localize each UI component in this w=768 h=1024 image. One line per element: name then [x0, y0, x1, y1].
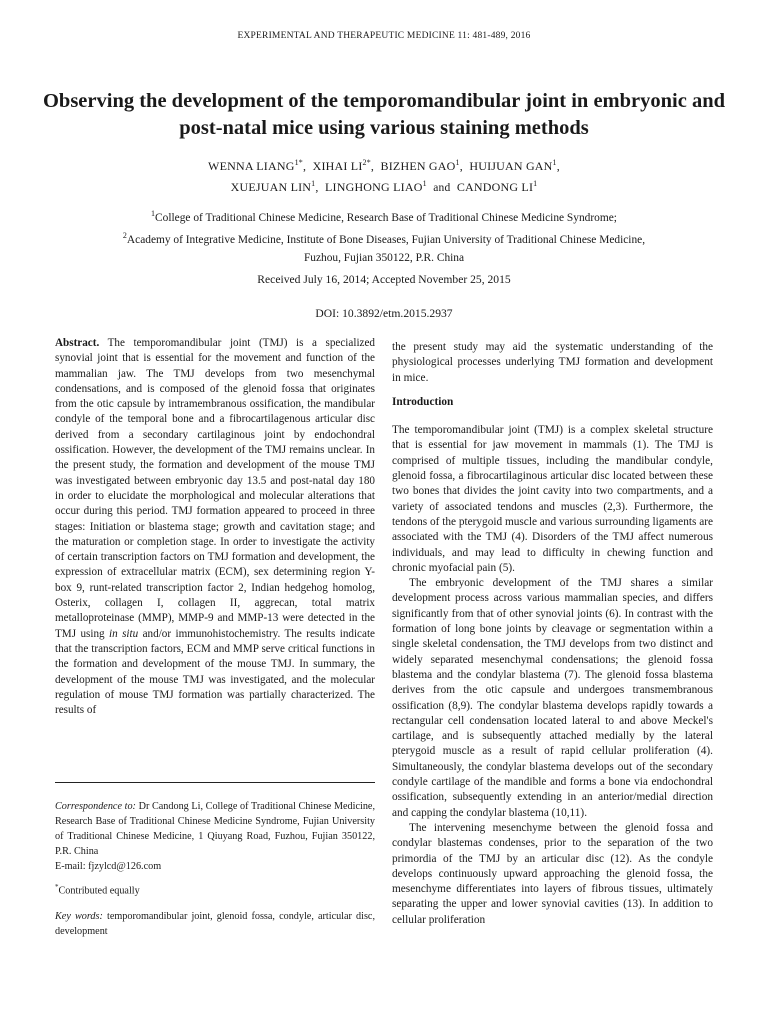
- abstract-italic: in situ: [109, 627, 139, 640]
- affil-mark: 1: [151, 209, 156, 218]
- abstract: [55, 336, 375, 718]
- affiliation-2: [40, 227, 728, 249]
- affiliation-1: [40, 205, 728, 227]
- author: CANDONG LI: [456, 180, 534, 194]
- received-accepted-dates: Received July 16, 2014; Accepted November 25, 2015: [257, 273, 511, 286]
- keywords: [55, 909, 375, 939]
- author: LINGHONG LIAO: [324, 180, 423, 194]
- abstract-label: Abstract.: [55, 337, 100, 349]
- author-affil-mark: 1*: [294, 158, 303, 167]
- abstract-text-b: and/or immunohistochemistry. The results indicate that the transcription factors, ECM and MMP serve critical functions in the formation and development of the mouse TMJ. In summary, the development of the mouse TMJ was investigated, and the molecular regulation of mouse TMJ formation was partially characterized. The results of: [55, 627, 375, 717]
- affiliation-text: College of Traditional Chinese Medicine, Research Base of Traditional Chinese Medicine Syndrome;: [155, 211, 617, 224]
- asterisk-mark: *: [55, 883, 59, 891]
- author-affil-mark: 1: [311, 179, 316, 188]
- correspondence: [55, 799, 375, 874]
- author: XIHAI LI: [312, 159, 363, 173]
- running-head: EXPERIMENTAL AND THERAPEUTIC MEDICINE 11: 481-489, 2016: [237, 31, 531, 41]
- correspondence-email: E-mail: fjzylcd@126.com: [55, 861, 162, 872]
- keywords-text: temporomandibular joint, glenoid fossa, condyle, articular disc, development: [55, 911, 375, 937]
- right-column: [392, 340, 713, 928]
- keywords-label: Key words:: [55, 911, 103, 922]
- paper-title: Observing the development of the temporomandibular joint in embryonic and post-natal mice using various staining methods: [42, 90, 726, 139]
- correspondence-label: Correspondence to:: [55, 801, 136, 812]
- contributed-text: Contributed equally: [58, 885, 140, 897]
- intro-paragraph-2: The embryonic development of the TMJ shares a similar development process across various mammalian species, and differs significantly from that of other synovial joints (6). In contrast with the formation of long bone joints by cleavage or segmentation within a single skeletal condensation, the TMJ develops from two distinct and widely separated mesenchymal condensations; the glenoid fossa blastema and the condylar blastema (7). The glenoid fossa blastema derives from the otic capsule and undergoes transmembranous ossification (8,9). The condylar blastema develops rapidly towards a rectangular cell condensation located lateral to and above Meckel's cartilage, and is subsequently attached medially by the lateral pterygoid muscle as a result of rapid cellular proliferation (4). Simultaneously, the condylar blastema develops out of the secondary condyle cartilage of the mandible and forms a bone via endochondral ossification, subsequently extending in an anterior/medial direction and capping the condylar blastema (10,11).: [392, 577, 713, 819]
- author-line-2: XUEJUAN LIN$^1$, LINGHONG LIAO$^1$ and CANDONG $LI^1$: [230, 179, 538, 194]
- affil-mark: 2: [122, 230, 127, 240]
- author-affil-mark: 2*: [362, 158, 371, 167]
- author-affil-mark: 1: [422, 179, 427, 188]
- author: XUEJUAN LIN: [230, 180, 312, 194]
- author: HUIJUAN GAN: [469, 159, 553, 173]
- correspondence-text: Dr Candong Li, College of Traditional Chinese Medicine, Research Base of Traditional Chinese Medicine Syndrome, Fujian University of Traditional Chinese Medicine, 1 Qiuyang Road, Fuzhou, Fujian 350122, P.R. China: [55, 801, 375, 857]
- affiliation-3: Fuzhou, Fujian 350122, P.R. China: [303, 251, 465, 264]
- left-column: [55, 336, 375, 718]
- footnote-divider: [55, 782, 375, 783]
- abstract-continuation: the present study may aid the systematic understanding of the physiological processes underlying TMJ formation and development in mice.: [392, 341, 713, 384]
- author-and: and: [433, 182, 451, 194]
- abstract-text-a: The temporomandibular joint (TMJ) is a specialized synovial joint that is essential for the movement and function of the mammalian jaw. The TMJ develops from two mesenchymal condensations, and is composed of the glenoid fossa that originates from the otic capsule by intramembranous ossification, the mandibular condyle of the temporal bone and a fibrocartilagenous articular disc derived from a secondary cartilaginous joint by endochondral ossification. However, the development of the TMJ remains unclear. In the present study, the formation and development of the mouse TMJ was investigated between embryonic day 13.5 and post-natal day 180 in order to elucidate the morphological and molecular alterations that occur during this period. TMJ formation appeared to proceed in three stages: Initiation or blastema stage; growth and cavitation stage; and the maturation or completion stage. In order to investigate the activity of certain transcription factors on TMJ formation and development, the expression of extracellular matrix (ECM), sex determining region Y-box 9, runt-related transcription factor 2, Indian hedgehog homolog, Osterix, collagen I, collagen II, aggrecan, total matrix metalloproteinase (MMP), MMP-9 and MMP-13 were detected in the TMJ using: [55, 337, 375, 640]
- affiliations: [40, 205, 728, 267]
- author: BIZHEN GAO: [380, 159, 456, 173]
- doi: DOI: 10.3892/etm.2015.2937: [315, 307, 453, 320]
- intro-paragraph-1: The temporomandibular joint (TMJ) is a complex skeletal structure that is essential for jaw movement in mammals (1). The TMJ is comprised of multiple tissues, including the mandibular condyle, glenoid fossa, a fibrocartilaginous articular disc located between these two bones that divides the joint cavity into two compartments, and a variety of associated tendons and muscles (2,3). Furthermore, the tendons of the pterygoid muscle and various surrounding ligaments are associated with the TMJ (4). Disorders of the TMJ affect numerous individuals, and may lead to difficulty in chewing function and chronic myofacial pain (5).: [392, 424, 713, 574]
- author: WENNA LIANG: [208, 159, 295, 173]
- author-affil-mark: 1: [455, 158, 460, 167]
- author-affil-mark: 1: [552, 158, 557, 167]
- affiliation-text: Academy of Integrative Medicine, Institute of Bone Diseases, Fujian University of Traditional Chinese Medicine,: [126, 233, 646, 246]
- author-line-1: WENNA $LIANG^{1*}$, XIHAI $LI^{2*}$, BIZHEN GAO$^1$, HUIJUAN GAN$^1$,: [208, 158, 560, 173]
- author-affil-mark: 1: [533, 179, 538, 188]
- section-heading-introduction: Introduction: [392, 395, 454, 408]
- contributed-equally-note: [55, 880, 375, 898]
- author-list: [40, 154, 728, 197]
- intro-paragraph-3: The intervening mesenchyme between the glenoid fossa and condylar blastemas condenses, prior to the separation of the two primordia of the TMJ by an articular disc (12). As the condyle develops continuously upward approaching the glenoid fossa, the mesenchyme differentiates into layers of fibrous tissues, ultimately separating the upper and lower synovial cavities (13). In addition to cellular proliferation: [392, 821, 713, 926]
